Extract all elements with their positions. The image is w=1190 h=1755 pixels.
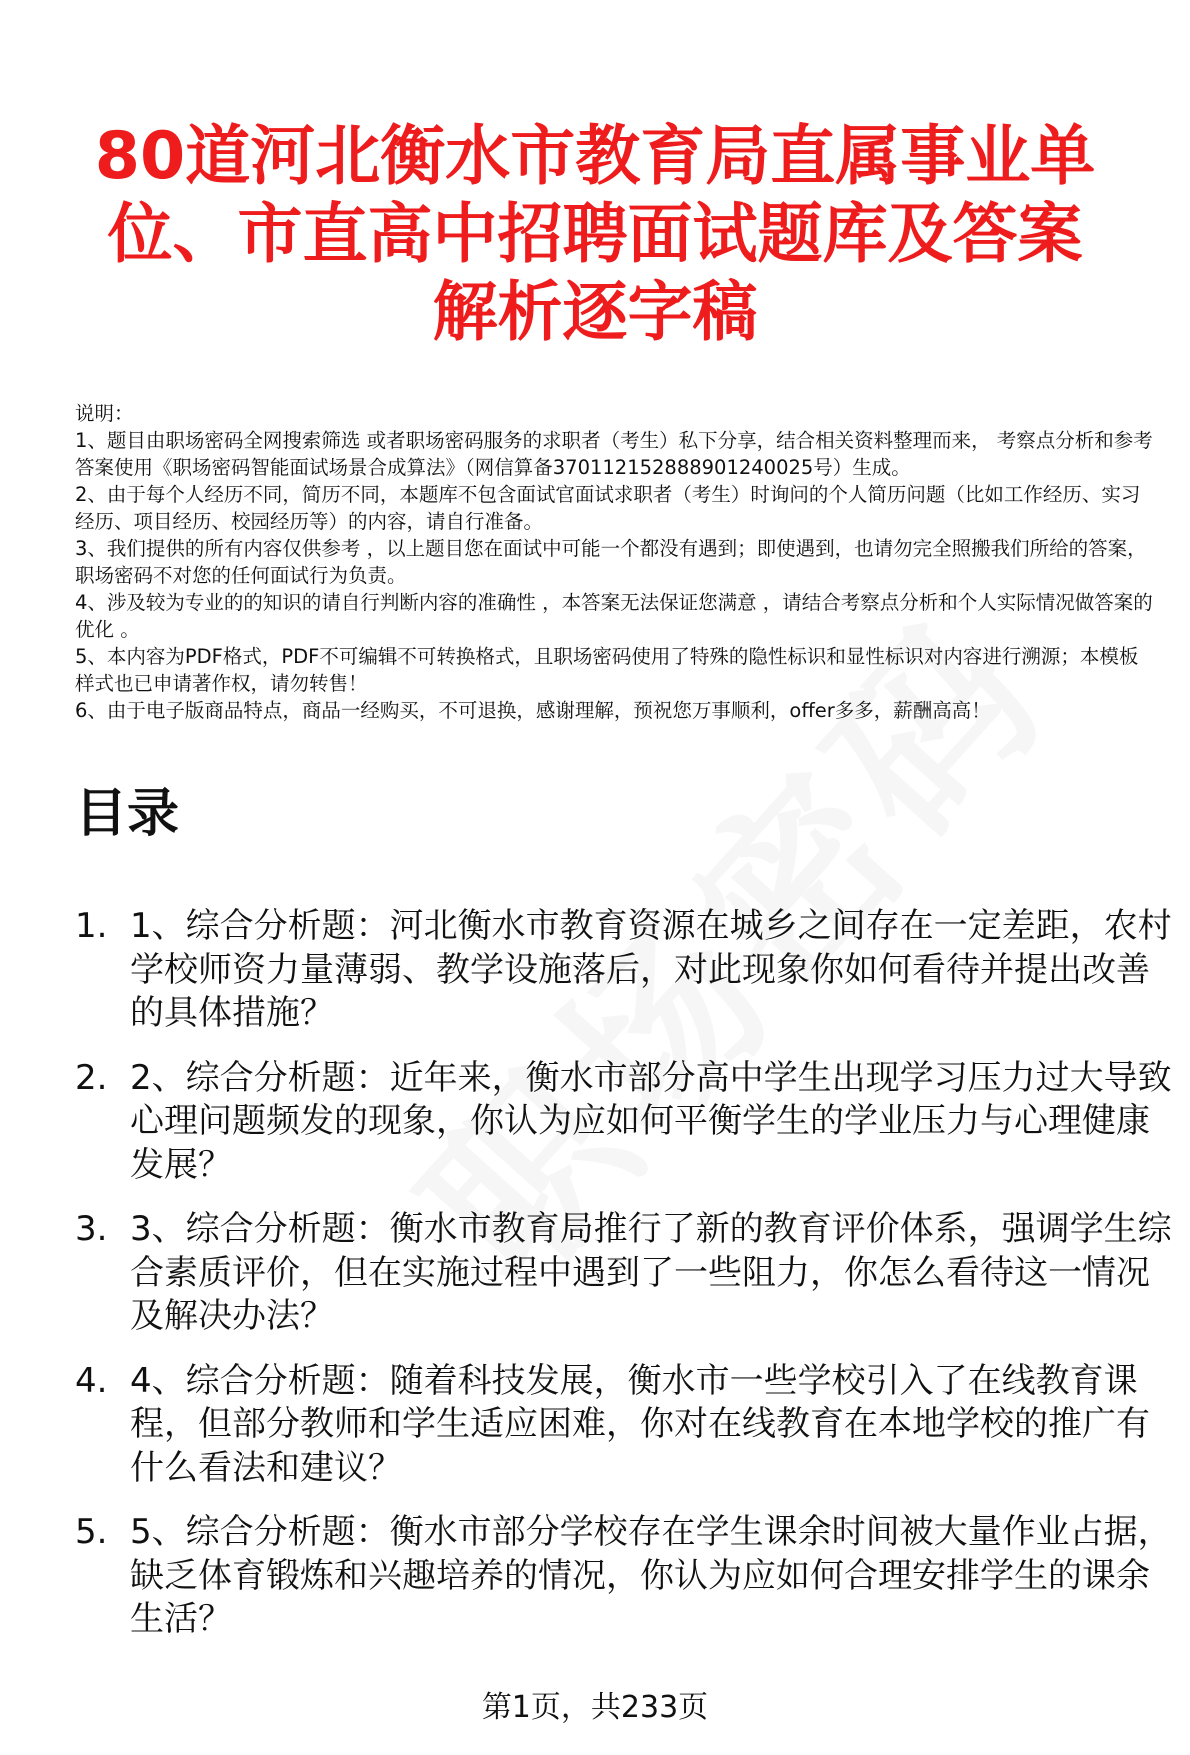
toc-item-number: 2. — [75, 1057, 108, 1098]
note-item: 2、由于每个人经历不同，简历不同，本题库不包含面试官面试求职者（考生）时询问的个人简历问题（比如工作经历、实习经历、项目经历、校园经历等）的内容，请自行准备。 — [75, 483, 1141, 533]
note-item: 6、由于电子版商品特点，商品一经购买，不可退换，感谢理解，预祝您万事顺利，offer多多，薪酬高高！ — [75, 699, 991, 722]
page-footer: 第1页，共233页 — [481, 1690, 709, 1725]
toc-item-number: 3. — [75, 1209, 108, 1249]
toc-list — [75, 905, 1175, 1663]
toc-item-text: 3、综合分析题：衡水市教育局推行了新的教育评价体系，强调学生综合素质评价，但在实施过程中遇到了一些阻力，你怎么看待这一情况及解决办法？ — [130, 1209, 1172, 1336]
toc-item-number: 1. — [75, 906, 108, 946]
note-item: 3、我们提供的所有内容仅供参考 ，以上题目您在面试中可能一个都没有遇到；即使遇到，也请勿完全照搬我们所给的答案，职场密码不对您的任何面试行为负责。 — [75, 537, 1147, 587]
note-item: 4、涉及较为专业的的知识的请自行判断内容的准确性 ，本答案无法保证您满意 ，请结合考察点分析和个人实际情况做答案的优化 。 — [75, 591, 1153, 641]
document-title: 80道河北衡水市教育局直属事业单位、市直高中招聘面试题库及答案解析逐字稿 — [94, 119, 1096, 350]
toc-item-text: 5、综合分析题：衡水市部分学校存在学生课余时间被大量作业占据，缺乏体育锻炼和兴趣培养的情况，你认为应如何合理安排学生的课余生活？ — [130, 1512, 1172, 1639]
toc-item-text: 2、综合分析题：近年来，衡水市部分高中学生出现学习压力过大导致心理问题频发的现象，你认为应如何平衡学生的学业压力与心理健康发展？ — [130, 1057, 1172, 1185]
toc-item[interactable] — [75, 1511, 1175, 1642]
toc-item-text: 1、综合分析题：河北衡水市教育资源在城乡之间存在一定差距，农村学校师资力量薄弱、教学设施落后，对此现象你如何看待并提出改善的具体措施？ — [130, 906, 1172, 1033]
toc-item[interactable] — [75, 1057, 1175, 1188]
notes-heading: 说明： — [75, 402, 134, 425]
note-item: 1、题目由职场密码全网搜索筛选 或者职场密码服务的求职者（考生）私下分享，结合相关资料整理而来， 考察点分析和参考答案使用《职场密码智能面试场景合成算法》（网信算备370112152888901240025号）生成。 — [75, 429, 1153, 479]
notes-section — [75, 400, 1155, 724]
toc-item-number: 5. — [75, 1512, 108, 1552]
toc-item[interactable] — [75, 905, 1175, 1036]
note-item: 5、本内容为PDF格式，PDF不可编辑不可转换格式，且职场密码使用了特殊的隐性标识和显性标识对内容进行溯源；本模板样式也已申请著作权，请勿转售！ — [75, 645, 1139, 695]
toc-item[interactable] — [75, 1360, 1175, 1491]
toc-item-text: 4、综合分析题：随着科技发展，衡水市一些学校引入了在线教育课程，但部分教师和学生适应困难，你对在线教育在本地学校的推广有什么看法和建议？ — [130, 1360, 1150, 1488]
toc-item[interactable] — [75, 1208, 1175, 1339]
toc-item-number: 4. — [75, 1360, 108, 1401]
toc-heading: 目录 — [75, 784, 180, 844]
